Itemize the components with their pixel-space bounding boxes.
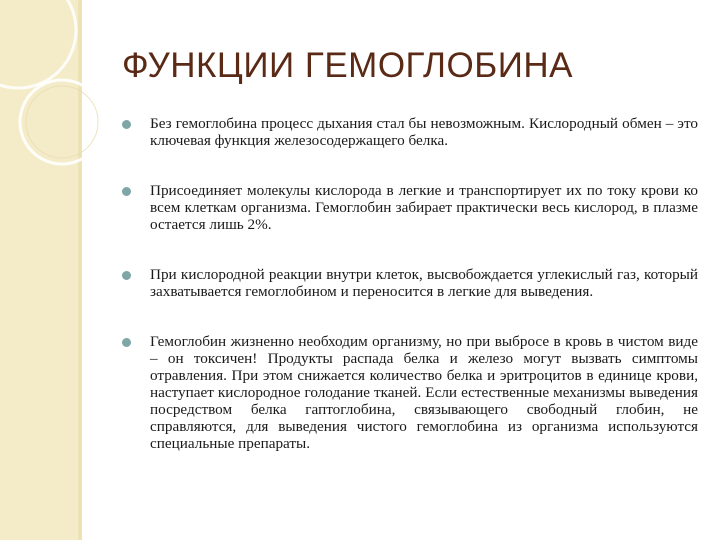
bullet-text: Присоединяет молекулы кислорода в легкие и транспортирует их по току крови ко всем клеткам организма. Гемоглобин забирает практически весь кислород, в плазме остается лишь 2%. — [150, 182, 698, 233]
bullet-list — [118, 115, 698, 452]
bullet-dot-icon — [122, 187, 131, 196]
bullet-dot-icon — [122, 338, 131, 347]
bullet-text: При кислородной реакции внутри клеток, высвобождается углекислый газ, который захватывается гемоглобином и переносится в легкие для выведения. — [150, 266, 698, 300]
bullet-item-breathing — [118, 115, 698, 149]
bullet-dot-icon — [122, 120, 131, 129]
bullet-text: Гемоглобин жизненно необходим организму, но при выбросе в кровь в чистом виде – он токсичен! Продукты распада белка и железо могут вызвать симптомы отравления. При этом снижается количество белка и эритроцитов в единице крови, наступает кислородное голодание тканей. Если естественные механизмы выведения посредством белка гаптоглобина, связывающего свободный глобин, не справляются, для выведения чистого гемоглобина из организма используются специальные препараты. — [150, 333, 698, 452]
page-title: ФУНКЦИИ ГЕМОГЛОБИНА — [122, 46, 573, 85]
bullet-item-oxygen-transport — [118, 182, 698, 233]
bullet-dot-icon — [122, 271, 131, 280]
decorative-rings-icon — [0, 0, 120, 200]
bullet-text: Без гемоглобина процесс дыхания стал бы невозможным. Кислородный обмен – это ключевая функция железосодержащего белка. — [150, 115, 698, 149]
bullet-item-co2-removal — [118, 266, 698, 300]
bullet-item-toxicity — [118, 333, 698, 452]
